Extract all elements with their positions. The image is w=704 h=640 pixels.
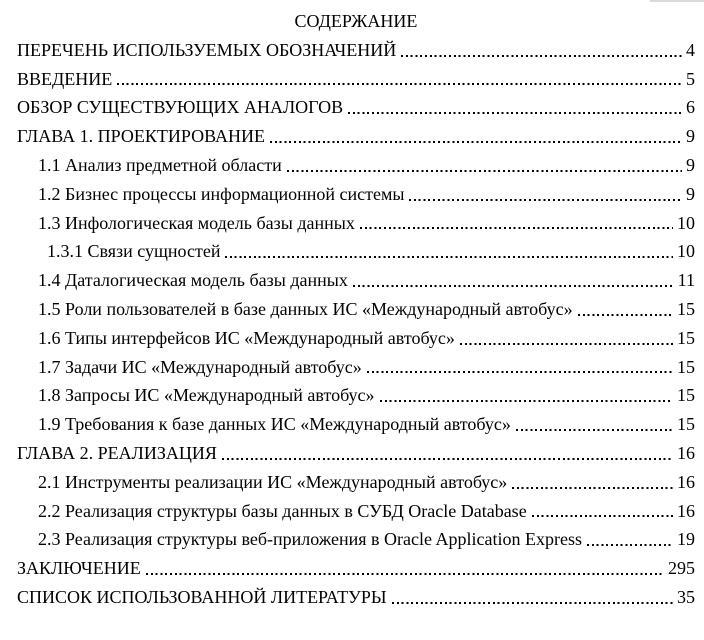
toc-entry-label: ГЛАВА 1. ПРОЕКТИРОВАНИЕ: [17, 126, 265, 147]
toc-page-number: 10: [677, 241, 695, 262]
toc-entry[interactable]: [17, 36, 695, 65]
toc-page-number: 16: [677, 500, 695, 521]
toc-page-number: 16: [677, 471, 695, 492]
toc-entry[interactable]: [17, 468, 695, 497]
toc-leader-dots: [287, 170, 682, 172]
toc-entry-label: 1.5 Роли пользователей в базе данных ИС «Международный автобус»: [38, 298, 573, 319]
toc-page-number: 9: [686, 154, 695, 175]
toc-entry-label: ОБЗОР СУЩЕСТВУЮЩИХ АНАЛОГОВ: [17, 97, 344, 118]
toc-entry-label: 1.1 Анализ предметной области: [38, 154, 282, 175]
toc-leader-dots: [401, 55, 682, 57]
toc-entry[interactable]: [17, 525, 695, 554]
toc-leader-dots: [532, 515, 673, 517]
toc-page-number: 16: [677, 442, 695, 463]
toc-entry-label: 1.2 Бизнес процессы информационной системы: [38, 183, 405, 204]
toc-leader-dots: [353, 285, 674, 287]
toc-entry-label: 2.1 Инструменты реализации ИС «Международный автобус»: [38, 471, 508, 492]
toc-entry[interactable]: [17, 151, 695, 180]
toc-page-number: 11: [677, 270, 695, 291]
toc-page-number: 10: [677, 212, 695, 233]
toc-entry[interactable]: [17, 65, 695, 94]
toc-leader-dots: [367, 371, 673, 373]
toc-entry-label: 1.7 Задачи ИС «Международный автобус»: [38, 356, 362, 377]
toc-entry[interactable]: [17, 93, 695, 122]
toc-entry[interactable]: [17, 122, 695, 151]
toc-entry[interactable]: [17, 381, 695, 410]
toc-leader-dots: [117, 83, 682, 85]
toc-entry-label: 1.8 Запросы ИС «Международный автобус»: [38, 385, 375, 406]
toc-page-number: 15: [677, 327, 695, 348]
toc-page-number: 5: [686, 68, 695, 89]
toc-page-number: 15: [677, 385, 695, 406]
toc-page-number: 4: [686, 39, 695, 60]
toc-entry-label: 1.3.1 Связи сущностей: [47, 241, 221, 262]
toc-page-number: 19: [677, 529, 695, 550]
toc-page-number: 9: [686, 126, 695, 147]
toc-page-number: 9: [686, 183, 695, 204]
toc-entry[interactable]: [17, 410, 695, 439]
toc-leader-dots: [587, 544, 673, 546]
toc-entry[interactable]: [17, 266, 695, 295]
toc-page-number: 15: [677, 298, 695, 319]
toc-entry-label: ВВЕДЕНИЕ: [17, 68, 113, 89]
toc-page-number: 15: [677, 414, 695, 435]
toc-page-number: 295: [668, 558, 695, 579]
toc-leader-dots: [225, 256, 673, 258]
toc-entry-label: ЗАКЛЮЧЕНИЕ: [17, 558, 141, 579]
page-title: СОДЕРЖАНИЕ: [294, 11, 418, 31]
toc-entry[interactable]: [17, 353, 695, 382]
toc-entry[interactable]: [17, 497, 695, 526]
toc-entry-label: ПЕРЕЧЕНЬ ИСПОЛЬЗУЕМЫХ ОБОЗНАЧЕНИЙ: [17, 39, 397, 60]
toc-entry[interactable]: [17, 324, 695, 353]
toc-entry-label: СПИСОК ИСПОЛЬЗОВАННОЙ ЛИТЕРАТУРЫ: [17, 586, 387, 607]
toc-leader-dots: [222, 458, 673, 460]
toc-entry[interactable]: [17, 439, 695, 468]
toc-leader-dots: [460, 343, 673, 345]
toc-leader-dots: [270, 141, 682, 143]
toc-entry[interactable]: [17, 237, 695, 266]
toc-entry-label: 2.3 Реализация структуры веб-приложения в Oracle Application Express: [38, 529, 582, 550]
toc-leader-dots: [360, 227, 673, 229]
toc-leader-dots: [512, 487, 673, 489]
toc-page-number: 6: [686, 97, 695, 118]
toc-leader-dots: [409, 199, 682, 201]
toc-entry-label: 1.6 Типы интерфейсов ИС «Международный автобус»: [38, 327, 455, 348]
toc-entry-label: 1.3 Инфологическая модель базы данных: [38, 212, 355, 233]
toc-entry[interactable]: [17, 583, 695, 612]
toc-leader-dots: [516, 429, 673, 431]
toc-entry-label: ГЛАВА 2. РЕАЛИЗАЦИЯ: [17, 442, 217, 463]
toc-page-number: 15: [677, 356, 695, 377]
toc-page-number: 35: [677, 586, 695, 607]
toc-list: [17, 36, 695, 612]
toc-entry-label: 1.4 Даталогическая модель базы данных: [38, 270, 348, 291]
toc-entry[interactable]: [17, 295, 695, 324]
page-edge-artifact: [650, 0, 704, 2]
toc-leader-dots: [146, 573, 664, 575]
toc-leader-dots: [348, 112, 682, 114]
toc-entry-label: 2.2 Реализация структуры базы данных в СУБД Oracle Database: [38, 500, 527, 521]
toc-leader-dots: [392, 602, 673, 604]
toc-entry[interactable]: [17, 180, 695, 209]
toc-entry[interactable]: [17, 554, 695, 583]
toc-leader-dots: [380, 400, 673, 402]
toc-entry-label: 1.9 Требования к базе данных ИС «Международный автобус»: [38, 414, 511, 435]
toc-entry[interactable]: [17, 209, 695, 238]
toc-leader-dots: [578, 314, 673, 316]
